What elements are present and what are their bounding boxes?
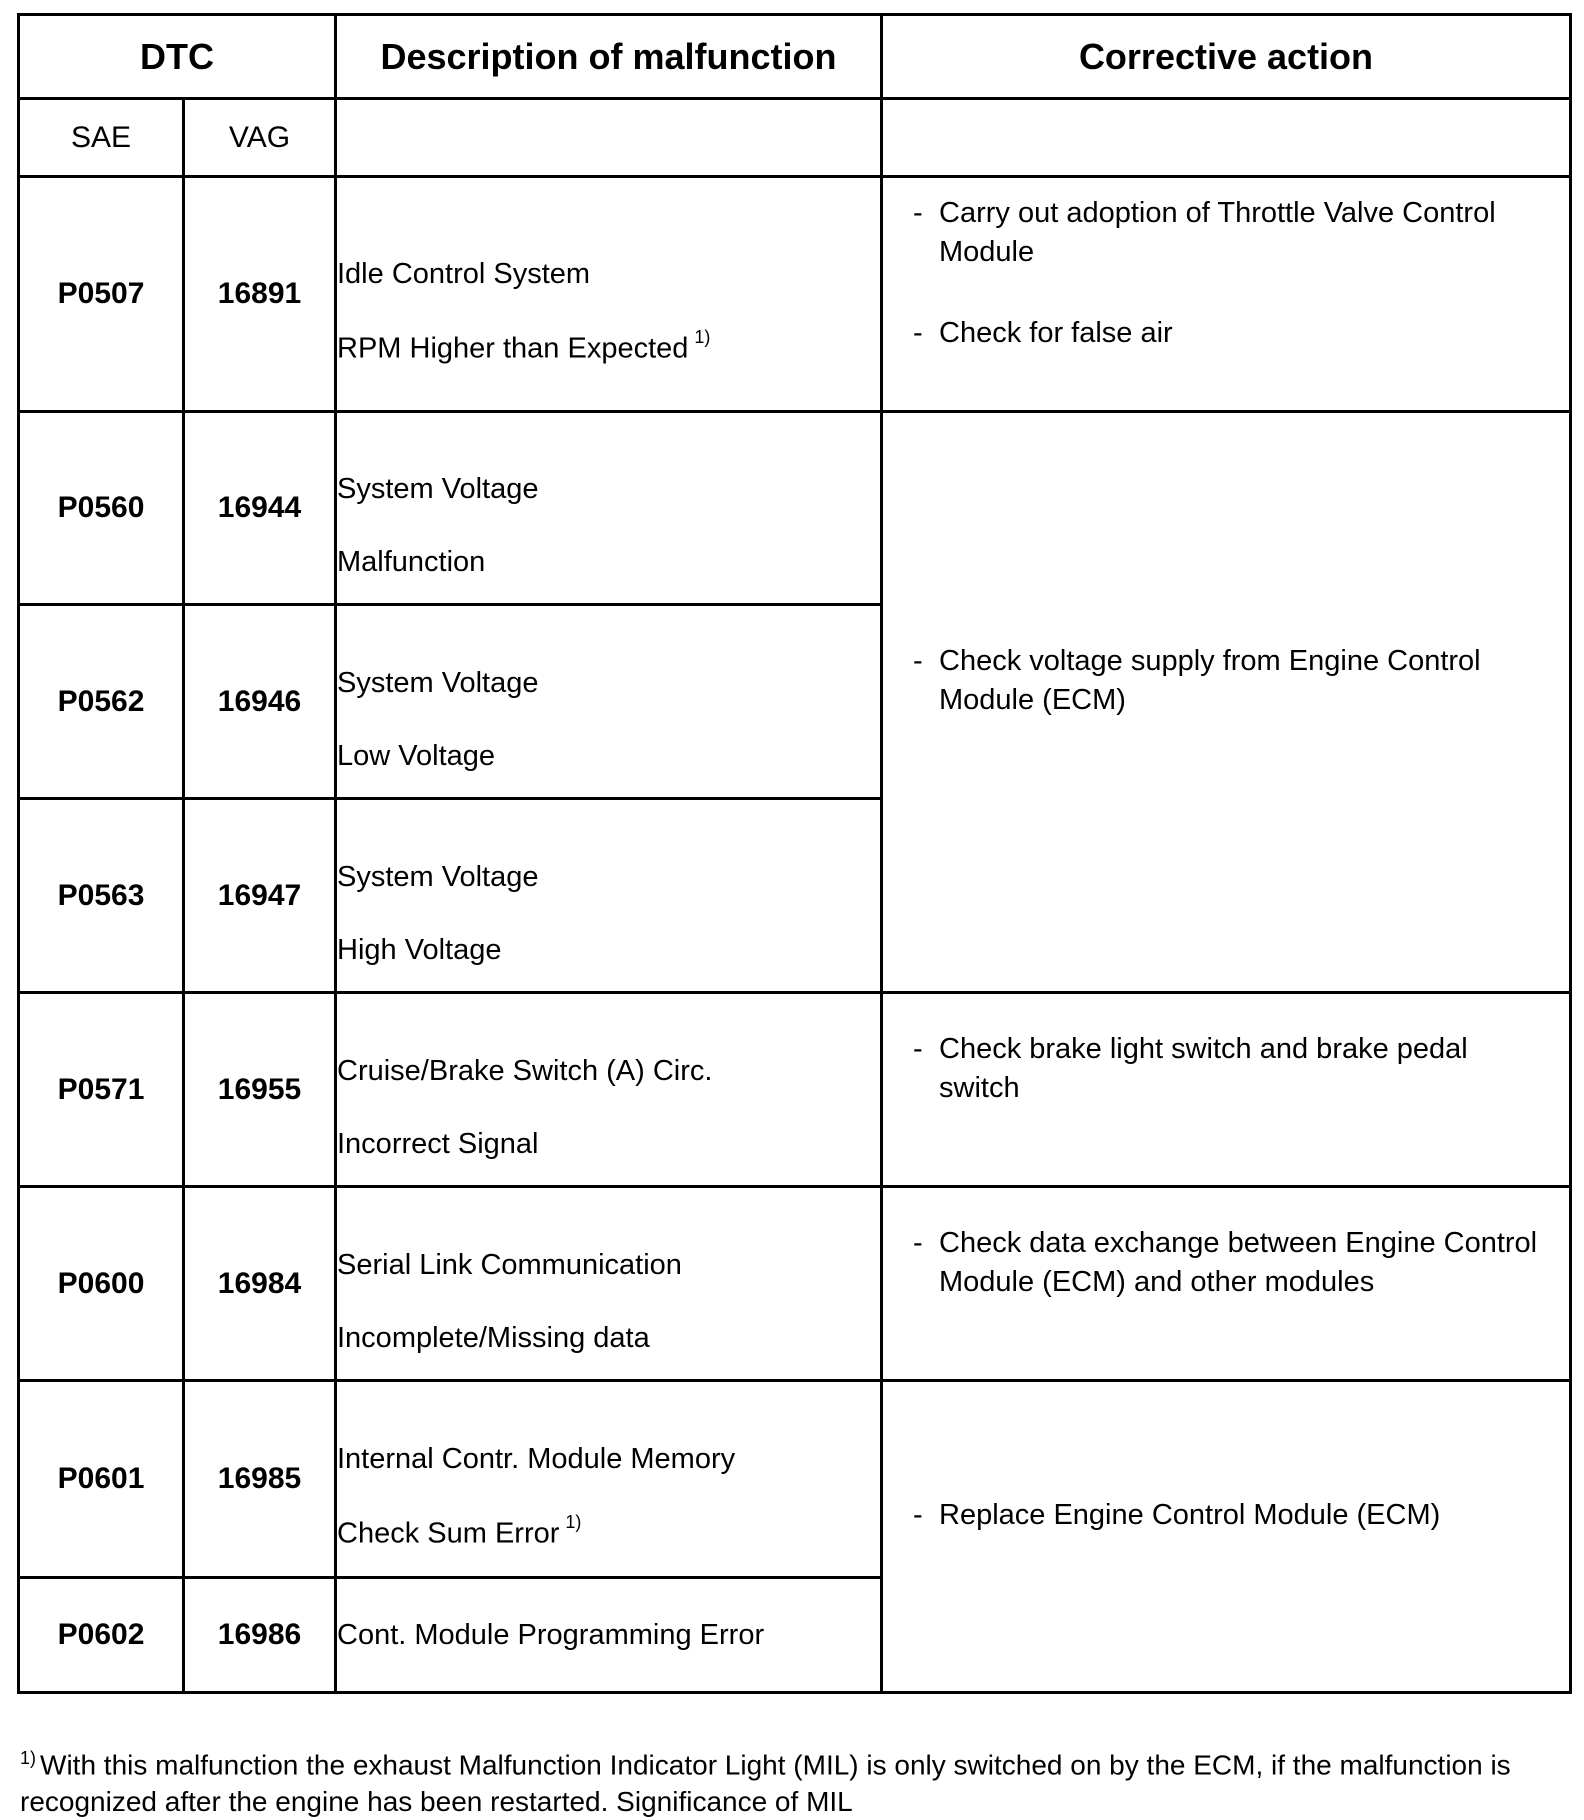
action-item	[883, 1224, 1569, 1302]
description-line-1: Internal Contr. Module Memory	[337, 1443, 736, 1476]
header-sae: SAE	[19, 99, 184, 177]
dash-bullet: -	[913, 1032, 923, 1065]
description-line-1: Idle Control System	[337, 258, 591, 291]
description-line-2: High Voltage	[337, 933, 502, 966]
description-text: RPM Higher than Expected	[337, 332, 689, 365]
corrective-action-cell	[882, 1381, 1571, 1693]
sae-code: P0562	[19, 605, 184, 799]
footnote-marker: 1)	[565, 1512, 582, 1533]
vag-code: 16944	[184, 412, 336, 605]
action-text: Carry out adoption of Throttle Valve Control Module	[939, 196, 1496, 268]
sae-code: P0560	[19, 412, 184, 605]
description-line-1: System Voltage	[337, 860, 539, 893]
footnote-marker: 1)	[694, 327, 711, 348]
description-cell	[336, 1187, 882, 1381]
sae-code: P0571	[19, 993, 184, 1187]
action-item	[883, 1496, 1569, 1535]
description-line-2	[337, 327, 880, 366]
description-cell	[336, 1381, 882, 1578]
action-item	[883, 642, 1569, 720]
dash-bullet: -	[913, 1226, 923, 1259]
description-line-2: Incomplete/Missing data	[337, 1321, 650, 1354]
vag-code: 16947	[184, 799, 336, 993]
sae-code: P0601	[19, 1381, 184, 1578]
header-dtc: DTC	[19, 15, 336, 99]
sae-code: P0563	[19, 799, 184, 993]
description-text: Check Sum Error	[337, 1517, 560, 1550]
description-line-1: System Voltage	[337, 666, 539, 699]
dtc-table	[17, 13, 1572, 1694]
footnote-marker: 1)	[20, 1748, 37, 1768]
description-cell	[336, 993, 882, 1187]
description-cell	[336, 1578, 882, 1693]
action-item	[883, 194, 1569, 272]
vag-code: 16986	[184, 1578, 336, 1693]
action-item	[883, 314, 1569, 353]
subheader-empty-cell	[336, 99, 882, 177]
dash-bullet: -	[913, 316, 923, 349]
action-item	[883, 1030, 1569, 1108]
description-line-2: Incorrect Signal	[337, 1127, 539, 1160]
action-text: Check for false air	[939, 316, 1173, 349]
header-vag: VAG	[184, 99, 336, 177]
subheader-empty-cell	[882, 99, 1571, 177]
sae-code: P0602	[19, 1578, 184, 1693]
corrective-action-cell	[882, 993, 1571, 1187]
footnote-text: With this malfunction the exhaust Malfunction Indicator Light (MIL) is only switched on by the ECM, if the malfunction is recognized after the engine has been restarted. Significance of MIL	[20, 1749, 1511, 1818]
description-line-1: System Voltage	[337, 473, 539, 505]
action-text: Check brake light switch and brake pedal switch	[939, 1032, 1468, 1104]
subheader-row	[19, 99, 1571, 177]
corrective-action-cell	[882, 1187, 1571, 1381]
footnote	[20, 1740, 1560, 1820]
description-cell	[336, 605, 882, 799]
table-row	[19, 993, 1571, 1187]
table-row	[19, 412, 1571, 605]
table-row	[19, 177, 1571, 412]
table-row	[19, 1381, 1571, 1578]
sae-code: P0507	[19, 177, 184, 412]
header-row	[19, 15, 1571, 99]
action-text: Replace Engine Control Module (ECM)	[939, 1499, 1441, 1531]
vag-code: 16891	[184, 177, 336, 412]
description-line-2: Malfunction	[337, 546, 486, 578]
description-cell	[336, 177, 882, 412]
corrective-action-cell	[882, 412, 1571, 993]
description-line-1: Serial Link Communication	[337, 1248, 682, 1281]
vag-code: 16984	[184, 1187, 336, 1381]
action-text: Check voltage supply from Engine Control Module (ECM)	[939, 645, 1481, 716]
dash-bullet: -	[913, 196, 923, 229]
action-text: Check data exchange between Engine Control Module (ECM) and other modules	[939, 1226, 1538, 1298]
header-corrective-action: Corrective action	[882, 15, 1571, 99]
description-cell	[336, 799, 882, 993]
description-line-1: Cruise/Brake Switch (A) Circ.	[337, 1054, 713, 1087]
table-row	[19, 1187, 1571, 1381]
vag-code: 16985	[184, 1381, 336, 1578]
sae-code: P0600	[19, 1187, 184, 1381]
description-cell	[336, 412, 882, 605]
description-line-2	[337, 1512, 880, 1551]
dash-bullet: -	[913, 645, 923, 677]
corrective-action-cell	[882, 177, 1571, 412]
vag-code: 16946	[184, 605, 336, 799]
description-line-1: Cont. Module Programming Error	[337, 1618, 765, 1651]
dash-bullet: -	[913, 1499, 923, 1531]
header-description: Description of malfunction	[336, 15, 882, 99]
description-line-2: Low Voltage	[337, 739, 496, 772]
vag-code: 16955	[184, 993, 336, 1187]
